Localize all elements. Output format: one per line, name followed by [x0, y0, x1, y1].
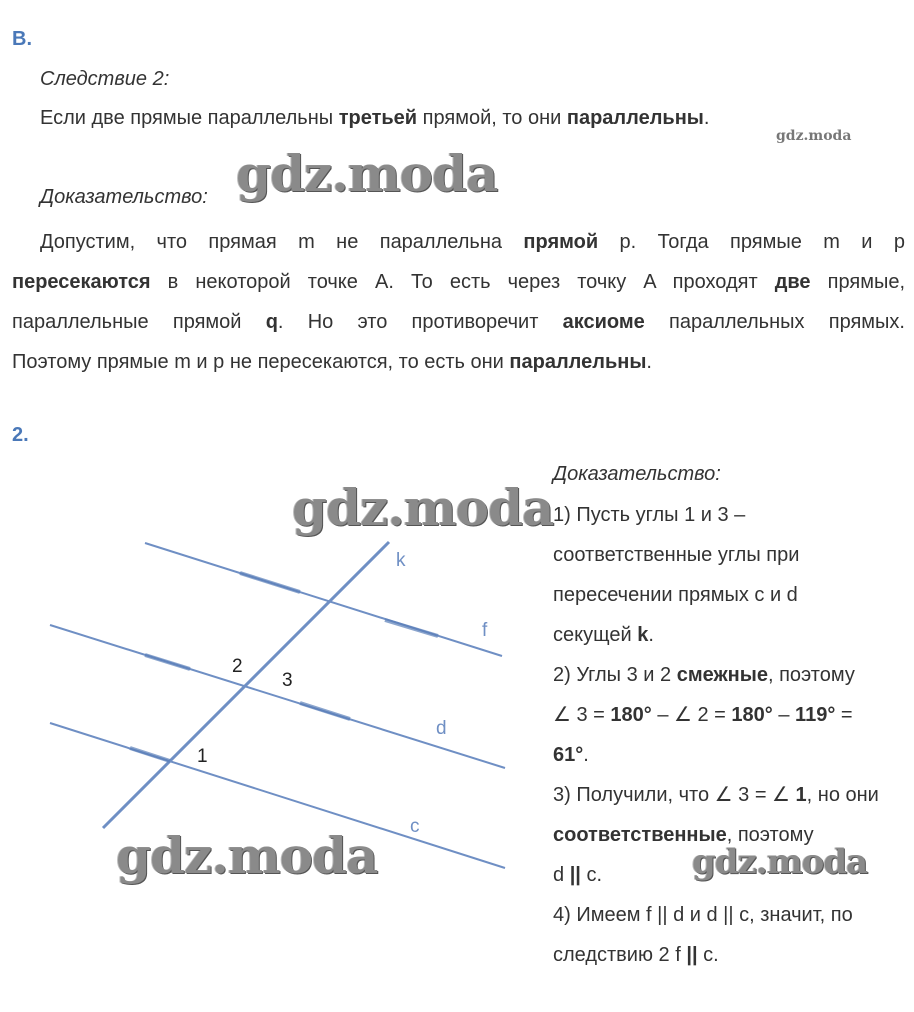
text: – ∠ 2 = — [651, 704, 732, 726]
bold-text: смежные — [676, 664, 768, 686]
watermark-bottom-left: gdz.moda — [116, 826, 378, 885]
text: p. Тогда прямые m и p — [598, 231, 905, 253]
text: c. — [580, 864, 603, 886]
section-2-label: 2. — [12, 424, 29, 446]
line-f-accent — [385, 620, 438, 636]
text: в некоторой точке A. То есть через точку A проходят — [150, 271, 775, 293]
watermark-small: gdz.moda — [776, 128, 852, 144]
watermark-bottom-right: gdz.moda — [692, 842, 868, 882]
bold-text: соответственные — [553, 824, 727, 846]
bold-text: прямой — [523, 231, 599, 253]
proof-line — [553, 895, 879, 935]
proof-line — [553, 495, 879, 535]
statement-bold: третьей — [338, 107, 418, 129]
line-c-accent — [130, 748, 170, 761]
bold-text: две — [774, 271, 811, 293]
bold-text: пересекаются — [12, 271, 151, 293]
line-f — [145, 543, 502, 656]
corollary-statement — [40, 103, 709, 133]
text: . Но это противоречит — [277, 311, 563, 333]
watermark-top: gdz.moda — [236, 144, 498, 203]
line-d-accent — [300, 703, 350, 719]
proof-line — [12, 302, 905, 342]
line-d — [50, 625, 505, 768]
proof-line — [553, 735, 879, 775]
text: , но они — [806, 784, 879, 806]
line-d-accent — [145, 655, 190, 669]
proof-line — [12, 262, 905, 302]
bold-text: 180° — [610, 704, 652, 726]
text: ∠ 3 = — [553, 704, 611, 726]
bold-text: q — [265, 311, 278, 333]
bold-text: аксиоме — [562, 311, 645, 333]
text: . — [648, 624, 654, 646]
proof-line — [12, 222, 905, 262]
proof-line — [553, 935, 879, 975]
text: пересечении прямых c и d — [553, 584, 798, 606]
line-f-accent — [240, 573, 300, 592]
bold-text: || — [686, 944, 698, 966]
text: следствию 2 f — [553, 944, 687, 966]
watermark-middle: gdz.moda — [292, 478, 554, 537]
text: параллельных прямых. — [644, 311, 905, 333]
statement-text: прямой, то они — [417, 107, 567, 129]
text: . — [583, 744, 589, 766]
text: , поэтому — [767, 664, 855, 686]
text: d — [553, 864, 570, 886]
bold-text: 119° — [795, 704, 836, 726]
proof-line — [553, 575, 879, 615]
proof-line — [553, 775, 879, 815]
text: c. — [697, 944, 719, 966]
bold-text: 1 — [795, 784, 807, 806]
text: параллельные прямой — [12, 311, 266, 333]
text: 4) Имеем f || d и d || c, значит, по — [553, 904, 853, 926]
bold-text: 61° — [553, 744, 584, 766]
proof-line — [553, 535, 879, 575]
proof-line — [553, 615, 879, 655]
angle-label-3: 3 — [282, 670, 293, 691]
section-b-label: B. — [12, 28, 32, 50]
bold-text: || — [569, 864, 581, 886]
bold-text: 180° — [731, 704, 773, 726]
text: . — [646, 351, 652, 373]
proof-title-b: Доказательство: — [40, 186, 208, 208]
angle-label-2: 2 — [232, 656, 243, 677]
angle-label-1: 1 — [197, 746, 208, 767]
text: , поэтому — [726, 824, 814, 846]
text: соответственные углы при — [553, 544, 800, 566]
text: – — [772, 704, 796, 726]
proof-line — [553, 695, 879, 735]
bold-text: k — [637, 624, 649, 646]
text: Допустим, что прямая m не параллельна — [40, 231, 524, 253]
text: прямые, — [810, 271, 905, 293]
statement-bold: параллельны — [566, 107, 704, 129]
text: 1) Пусть углы 1 и 3 – — [553, 504, 746, 526]
bold-text: параллельны — [509, 351, 647, 373]
proof-line — [553, 855, 879, 895]
proof-paragraph-b — [12, 222, 905, 382]
text: секущей — [553, 624, 638, 646]
label-d: d — [436, 718, 447, 739]
proof-list-2 — [553, 495, 879, 975]
statement-text: . — [703, 107, 710, 129]
text: 2) Углы 3 и 2 — [553, 664, 677, 686]
text: = — [835, 704, 853, 726]
corollary-title: Следствие 2: — [40, 68, 170, 90]
text: 3) Получили, что ∠ 3 = ∠ — [553, 784, 796, 806]
proof-line — [553, 815, 879, 855]
proof-title-2: Доказательство: — [553, 463, 721, 485]
text: Поэтому прямые m и p не пересекаются, то есть они — [12, 351, 510, 373]
label-c: c — [410, 816, 420, 837]
proof-line — [553, 655, 879, 695]
proof-line — [12, 342, 905, 382]
label-f: f — [482, 620, 488, 641]
statement-text: Если две прямые параллельны — [40, 107, 339, 129]
label-k: k — [396, 550, 406, 571]
